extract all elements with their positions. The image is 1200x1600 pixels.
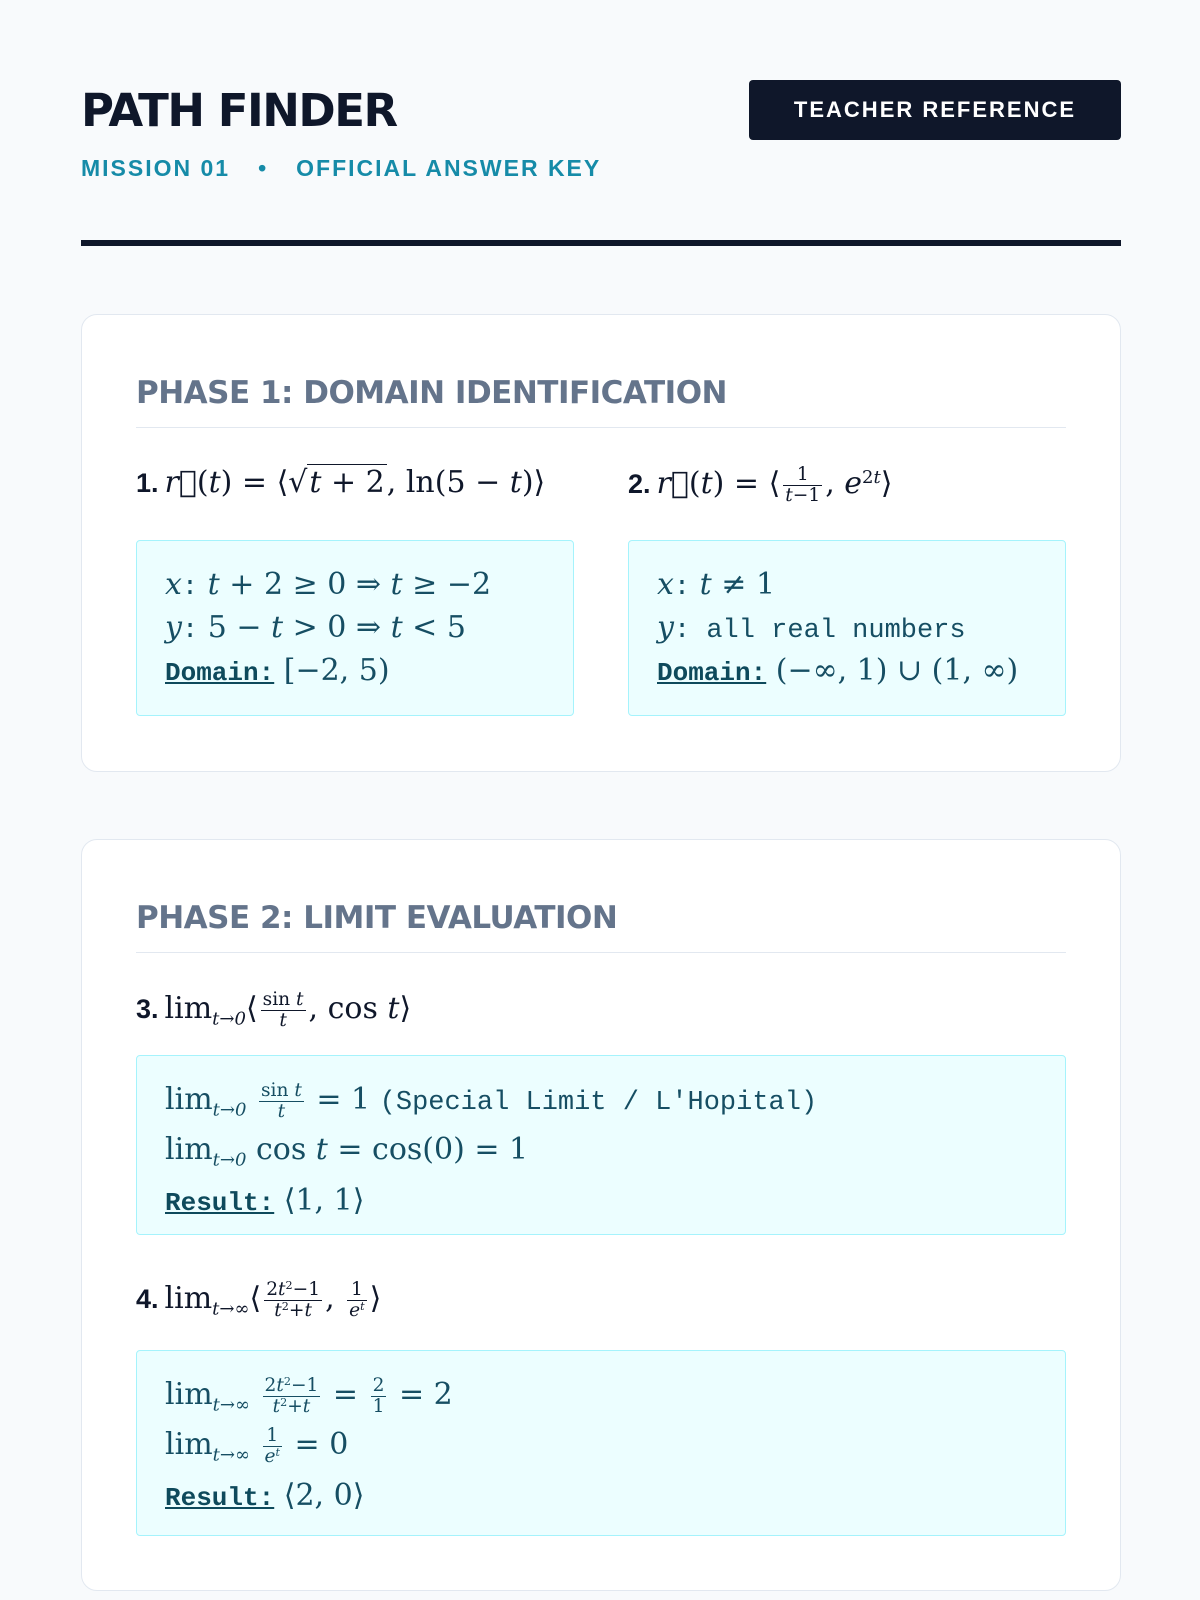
separator-dot: • (258, 155, 269, 181)
problem-number: 2. (628, 469, 651, 500)
solution-line: $\lim_{t\to\infty}$ $\frac{2t^2-1}{t^2+t}$ = $\frac{2}{1}$ = 2 (165, 1374, 453, 1417)
phase-1-title: PHASE 1: DOMAIN IDENTIFICATION (136, 375, 1066, 428)
result-line: Domain: [−2, 5) (165, 653, 390, 688)
problem-4 (136, 1280, 381, 1320)
phase-2-title: PHASE 2: LIMIT EVALUATION (136, 900, 1066, 953)
result-line: Result: ⟨1, 1⟩ (165, 1182, 365, 1218)
problem-1 (136, 465, 545, 500)
solution-box-1 (136, 540, 574, 716)
problem-expression: $\lim_{t\to\infty}⟨$ $\frac{2t^2-1}{t^2+t}$ , $\frac{1}{e^t}$ ⟩ (164, 1279, 382, 1321)
solution-line: $\lim_{t\to\infty}$ $\frac{1}{e^t}$ = 0 (165, 1425, 349, 1467)
problem-2 (628, 465, 892, 505)
solution-line: $\lim_{t\to 0} \cos t = \cos(0) = 1$ (165, 1132, 529, 1171)
header (81, 80, 1121, 250)
mission-label: MISSION 01 (81, 155, 231, 181)
solution-box-2 (628, 540, 1066, 716)
problem-expression: r⃗(t) = ⟨√t + 2, ln(5 − t)⟩ (164, 465, 546, 500)
result-label: Result: (165, 1482, 275, 1513)
result-label: Domain: (165, 658, 275, 688)
solution-line: y: 5 − t > 0 ⇒ t < 5 (165, 610, 466, 646)
answer-key-label: OFFICIAL ANSWER KEY (296, 155, 602, 181)
result-line: Result: ⟨2, 0⟩ (165, 1477, 365, 1513)
phase-2-card (81, 839, 1121, 1591)
subtitle (81, 155, 601, 182)
problem-number: 4. (136, 1284, 159, 1315)
solution-line: x: t + 2 ≥ 0 ⇒ t ≥ −2 (165, 567, 492, 603)
problem-number: 1. (136, 468, 159, 498)
result-label: Result: (165, 1187, 275, 1218)
header-divider (81, 240, 1121, 246)
solution-box-4 (136, 1350, 1066, 1536)
solution-note: (Special Limit / L'Hopital) (379, 1088, 818, 1118)
y-domain-text: all real numbers (706, 616, 966, 646)
problem-number: 3. (136, 994, 159, 1025)
page-title: PATH FINDER (81, 84, 397, 137)
problem-expression: $\lim_{t\to 0}⟨$ $\frac{\text{sin t}}{t}$ , cos t⟩ (164, 989, 412, 1031)
phase-1-card (81, 314, 1121, 772)
problem-expression: r⃗(t) = ⟨ $\frac{1}{t-1}$ , $e^{2t}⟩$ (656, 464, 893, 506)
teacher-reference-button[interactable]: TEACHER REFERENCE (749, 80, 1121, 140)
problem-3 (136, 990, 411, 1030)
solution-box-3 (136, 1055, 1066, 1235)
solution-line: $\lim_{t\to 0}$ $\frac{\text{sin t}}{t}$ = 1 (Special Limit / L'Hopital) (165, 1079, 818, 1122)
result-label: Domain: (657, 658, 767, 688)
result-line: Domain: (−∞, 1) ∪ (1, ∞) (657, 653, 1019, 688)
solution-line: x: t ≠ 1 (657, 567, 776, 603)
solution-line: y: all real numbers (657, 610, 966, 646)
